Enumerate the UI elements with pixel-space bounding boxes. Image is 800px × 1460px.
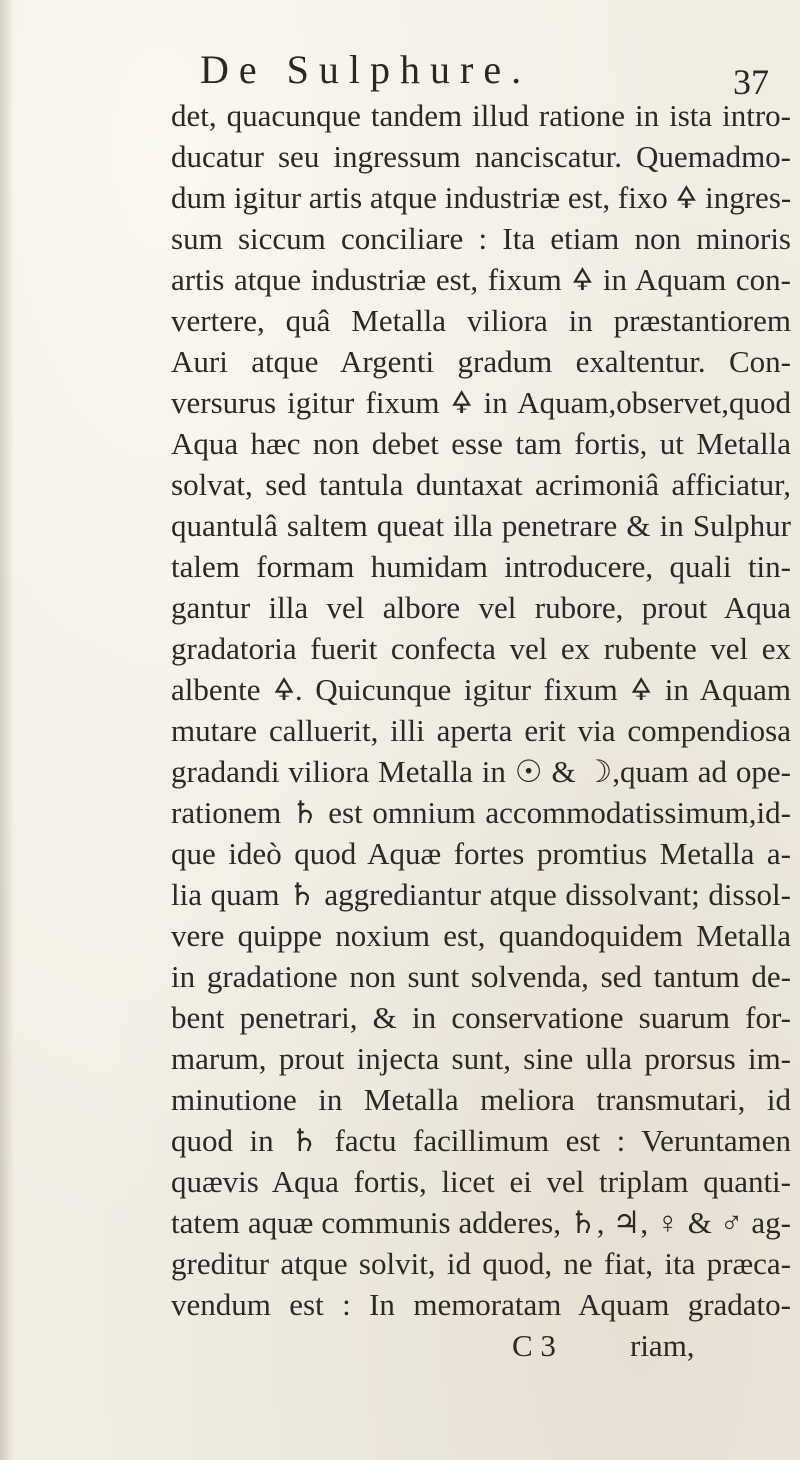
text-line: marum, prout injecta sunt, sine ulla prorsus im- [171,1041,791,1076]
text-line: sum siccum conciliare : Ita etiam non minoris [171,221,791,256]
text-line: minutione in Metalla meliora transmutari, id [171,1082,791,1117]
text-line: mutare calluerit, illi aperta erit via compendiosa [171,713,791,748]
page-number: 37 [733,62,769,102]
text-line: vere quippe noxium est, quandoquidem Metalla [171,918,791,953]
text-line: bent penetrari, & in conservatione suarum for- [171,1000,791,1035]
text-line: rationem ♄ est omnium accommodatissimum,id- [171,795,791,830]
text-line: solvat, sed tantula duntaxat acrimoniâ afficiatur, [171,467,791,502]
text-line: quævis Aqua fortis, licet ei vel triplam quanti- [171,1164,791,1199]
text-line: greditur atque solvit, id quod, ne fiat, ita præca- [171,1246,791,1281]
text-line: lia quam ♄ aggrediantur atque dissolvant; dissol- [171,877,791,912]
page-header [0,47,800,102]
running-head: De Sulphure. [200,47,532,92]
text-line: ducatur seu ingressum nanciscatur. Quemadmo- [171,139,791,174]
signature-mark: C 3 [512,1328,556,1363]
text-line: gradandi viliora Metalla in ☉ & ☽,quam ad ope- [171,754,791,789]
text-line: gantur illa vel albore vel rubore, prout Aqua [171,590,791,625]
text-line: que ideò quod Aquæ fortes promtius Metalla a- [171,836,791,871]
text-line: dum igitur artis atque industriæ est, fixo 🜍 ingres- [171,180,791,215]
text-line: vendum est : In memoratam Aquam gradato- [171,1287,791,1322]
text-line: artis atque industriæ est, fixum 🜍 in Aquam con- [171,262,791,297]
gutter-shadow [0,0,14,1460]
text-line: tatem aquæ communis adderes, ♄, ♃, ♀ & ♂ ag- [171,1205,791,1240]
text-line: det, quacunque tandem illud ratione in ista intro- [171,98,791,133]
text-line: Aqua hæc non debet esse tam fortis, ut Metalla [171,426,791,461]
catchword: riam, [630,1328,695,1363]
text-line: quantulâ saltem queat illa penetrare & in Sulphur [171,508,791,543]
text-line: vertere, quâ Metalla viliora in præstantiorem [171,303,791,338]
text-line: Auri atque Argenti gradum exaltentur. Con- [171,344,791,379]
text-line: in gradatione non sunt solvenda, sed tantum de- [171,959,791,994]
text-line: talem formam humidam introducere, quali tin- [171,549,791,584]
text-line: albente 🜍. Quicunque igitur fixum 🜍 in Aquam [171,672,791,707]
text-line: versurus igitur fixum 🜍 in Aquam,observet,quod [171,385,791,420]
text-line: gradatoria fuerit confecta vel ex rubente vel ex [171,631,791,666]
text-line: quod in ♄ factu facillimum est : Veruntamen [171,1123,791,1158]
